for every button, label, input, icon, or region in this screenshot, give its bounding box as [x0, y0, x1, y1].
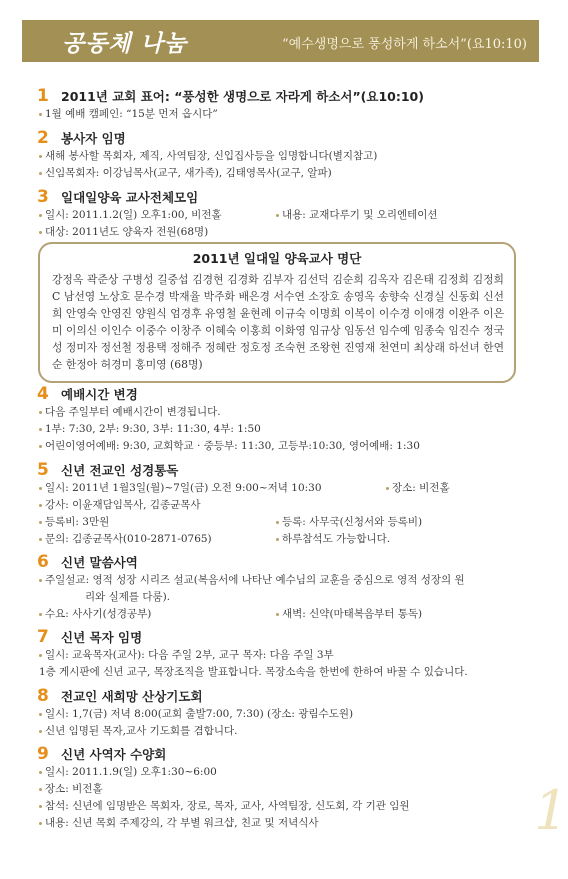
section-line-right: 등록: 사무국(신청서와 등록비): [282, 514, 422, 531]
section-3: [37, 187, 537, 241]
section-line: 1층 게시판에 신년 교구, 목장조직을 발표합니다. 목장소속을 한번에 한하여 바꿀 수 있습니다.: [39, 666, 468, 678]
section-line: 1월 예배 캠페인: “15분 먼저 옵시다”: [37, 106, 537, 123]
section-title: 신년 말씀사역: [61, 555, 138, 570]
teacher-names: 강정옥 곽준상 구병성 길중섭 김경현 김경화 김부자 김선덕 김순희 김옥자 김은태 김정희 김정희C 남선영 노상호 문수경 박재율 박주화 배은경 서수연 소장호 송영옥 송향숙 신경실 신동회 신선희 안영숙 안영진 양원식 엄경후 유영철 윤현례 이규숙 이명희 이복이 이수경 이애경 이완주 이은미 이의신 이인수 이중수 이창주 이혜숙 이홍희 이화영 임규상 임동선 임수예 임종숙 임진수 정국성 정미자 정선철 정용택 정해주 정혜란 정호정 조숙현 조왕현 진영재 천연미 최상래 하선녀 한연순 한정아 허경미 홍미영 (68명): [52, 273, 504, 371]
section-number: 8: [37, 686, 49, 706]
section-line-right: 장소: 비전홀: [392, 480, 450, 497]
section-line: 어린이영어예배: 9:30, 교회학교 · 중등부: 11:30, 고등부:10:30, 영어예배: 1:30: [37, 438, 537, 455]
page-number: 1: [534, 779, 568, 842]
section-5: [37, 460, 537, 548]
header-subtitle: “예수생명으로 풍성하게 하소서”(요10:10): [282, 37, 527, 52]
teacher-list-box: [38, 242, 516, 383]
section-line: 내용: 신년 목회 주제강의, 각 부별 워크샵, 친교 및 저녁식사: [37, 815, 537, 832]
section-line: 장소: 비전홀: [37, 781, 537, 798]
section-line: 문의: 김종균목사(010-2871-0765) 하루참석도 가능합니다.: [37, 531, 537, 548]
section-number: 5: [37, 460, 49, 480]
section-line: 일시: 교육목자(교사): 다음 주일 2부, 교구 목자: 다음 주일 3부: [37, 647, 537, 664]
section-line: 리와 실제를 다룸).: [85, 591, 171, 603]
section-6: [37, 552, 537, 623]
section-title: 예배시간 변경: [61, 387, 138, 402]
section-line: 1부: 7:30, 2부: 9:30, 3부: 11:30, 4부: 1:50: [37, 421, 537, 438]
section-line: 수요: 사사기(성경공부) 새벽: 신약(마태복음부터 통독): [37, 606, 537, 623]
section-number: 4: [37, 384, 49, 404]
section-8: [37, 686, 537, 740]
section-number: 9: [37, 744, 49, 764]
section-line: 등록비: 3만원 등록: 사무국(신청서와 등록비): [37, 514, 537, 531]
section-line: 일시: 1,7(금) 저녁 8:00(교회 출발7:00, 7:30) (장소: 광림수도원): [37, 706, 537, 723]
section-line: 일시: 2011.1.9(일) 오후1:30~6:00: [37, 764, 537, 781]
section-line: 대상: 2011년도 양육자 전원(68명): [37, 224, 537, 241]
section-number: 7: [37, 627, 49, 647]
page-title: 공동체 나눔: [62, 31, 188, 57]
section-9: [37, 744, 537, 832]
section-title: 전교인 새희망 산상기도회: [61, 689, 203, 704]
section-line: 신년 임명된 목자,교사 기도회를 겸합니다.: [37, 723, 537, 740]
box-title: 2011년 일대일 양육교사 명단: [192, 251, 362, 266]
section-number: 1: [37, 86, 49, 106]
section-line: 참석: 신년에 임명받은 목회자, 장로, 목자, 교사, 사역팀장, 신도회, 각 기관 임원: [37, 798, 537, 815]
section-line-right: 하루참석도 가능합니다.: [282, 531, 390, 548]
section-line: 다음 주일부터 예배시간이 변경됩니다.: [37, 404, 537, 421]
section-7: [37, 627, 537, 681]
section-title: 봉사자 임명: [61, 131, 126, 146]
section-title: 신년 전교인 성경통독: [61, 463, 179, 478]
section-line: 일시: 2011년 1월3일(월)~7일(금) 오전 9:00~저녁 10:30 장소: 비전홀: [37, 480, 537, 497]
section-line: 새해 봉사할 목회자, 제직, 사역팀장, 신입집사등을 임명합니다(별지참고): [37, 148, 537, 165]
section-line: 강사: 이윤재담임목사, 김종균목사: [37, 497, 537, 514]
section-4: [37, 384, 537, 455]
section-title: 2011년 교회 표어: “풍성한 생명으로 자라게 하소서”(요10:10): [61, 89, 424, 104]
section-number: 6: [37, 552, 49, 572]
section-title: 신년 목자 임명: [61, 630, 143, 645]
section-1: [37, 86, 537, 123]
section-line-right: 내용: 교재다루기 및 오리엔테이션: [282, 207, 438, 224]
section-number: 2: [37, 128, 49, 148]
section-line-right: 새벽: 신약(마태복음부터 통독): [282, 606, 422, 623]
section-line: 신임목회자: 이강님목사(교구, 새가족), 김태영목사(교구, 알파): [37, 165, 537, 182]
header-banner: [22, 20, 539, 62]
section-number: 3: [37, 187, 49, 207]
section-line: 주일설교: 영적 성장 시리즈 설교(복음서에 나타난 예수님의 교훈을 중심으로 영적 성장의 원: [37, 572, 537, 589]
section-2: [37, 128, 537, 182]
section-title: 신년 사역자 수양회: [61, 747, 167, 762]
section-line: 일시: 2011.1.2(일) 오후1:00, 비전홀 내용: 교재다루기 및 오리엔테이션: [37, 207, 537, 224]
section-title: 일대일양육 교사전체모임: [61, 190, 199, 205]
